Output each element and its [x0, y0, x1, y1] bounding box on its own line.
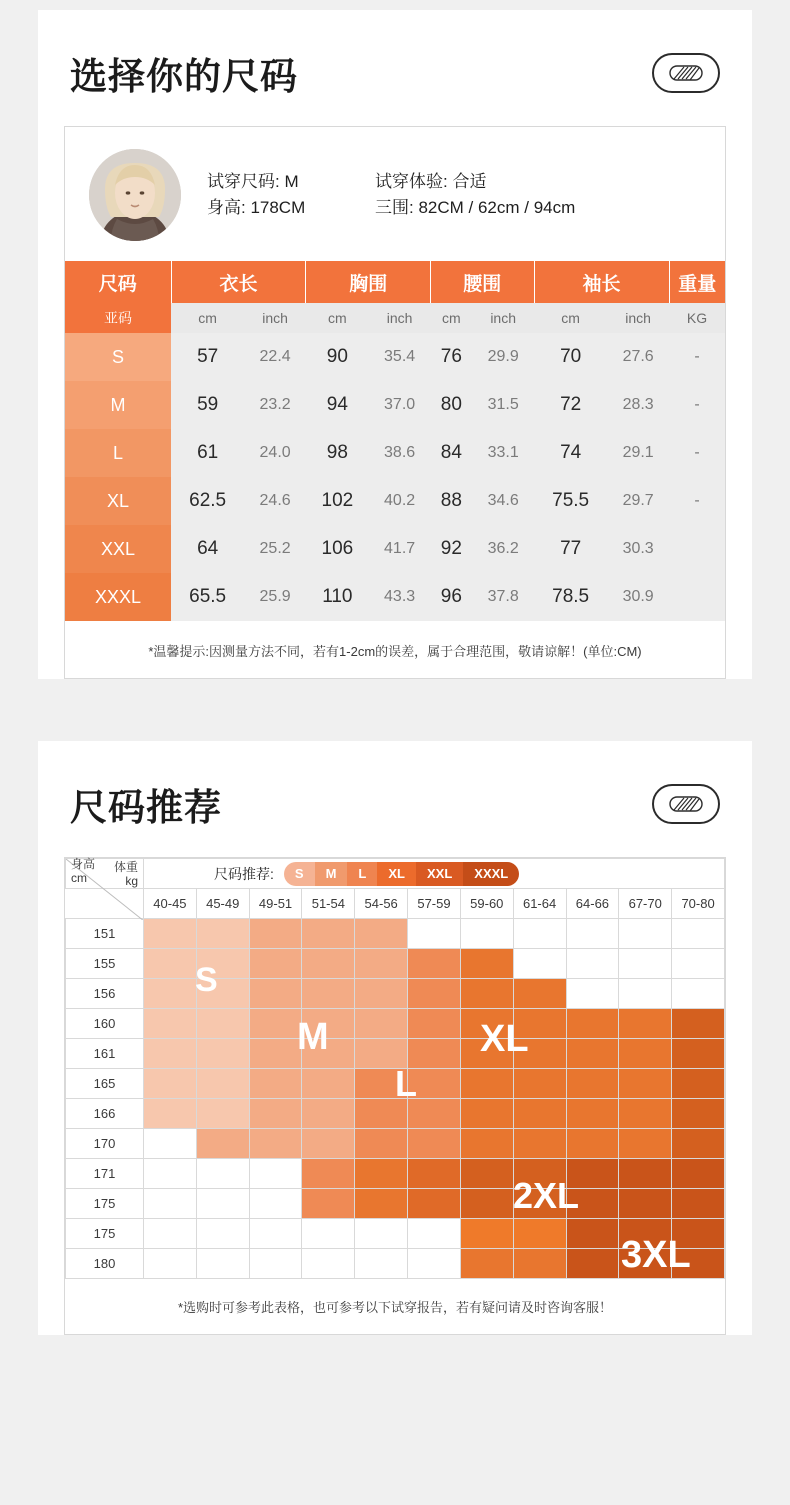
weight-column-header: 64-66 — [566, 889, 619, 919]
rec-cell — [355, 1099, 408, 1129]
rec-cell — [144, 1039, 197, 1069]
rec-cell — [408, 1249, 461, 1279]
rec-cell — [355, 1069, 408, 1099]
cell-inch: 31.5 — [472, 381, 534, 429]
page-title: 选择你的尺码 — [70, 56, 298, 97]
rec-cell — [619, 1159, 672, 1189]
subheader-unit: inch — [472, 303, 534, 333]
rec-cell — [144, 1189, 197, 1219]
rec-row — [66, 1099, 725, 1129]
rec-cell — [619, 1189, 672, 1219]
rec-cell — [513, 1069, 566, 1099]
rec-cell — [355, 1129, 408, 1159]
cell-cm: 72 — [534, 381, 607, 429]
cell-weight — [669, 525, 725, 573]
rec-cell — [249, 1129, 302, 1159]
cell-inch: 27.6 — [607, 333, 669, 381]
rec-cell — [196, 1099, 249, 1129]
rec-title: 尺码推荐 — [70, 787, 222, 828]
weight-column-header: 45-49 — [196, 889, 249, 919]
rec-cell — [196, 1159, 249, 1189]
cell-inch: 30.3 — [607, 525, 669, 573]
rec-cell — [302, 1159, 355, 1189]
rec-cell — [196, 1249, 249, 1279]
try-feel-label: 试穿体验: 合适 — [375, 171, 487, 191]
rec-cell — [619, 979, 672, 1009]
rec-cell — [249, 1159, 302, 1189]
cell-cm: 59 — [171, 381, 244, 429]
subheader-unit: cm — [171, 303, 244, 333]
cell-inch: 38.6 — [369, 429, 431, 477]
rec-overlay-letter: XL — [480, 1018, 529, 1060]
rec-cell — [513, 1039, 566, 1069]
subheader-unit: inch — [607, 303, 669, 333]
header-length: 衣长 — [171, 261, 306, 303]
cell-cm: 110 — [306, 573, 369, 621]
rec-legend-row — [66, 859, 725, 889]
rec-cell — [513, 1189, 566, 1219]
cell-inch: 24.6 — [244, 477, 306, 525]
weight-column-header: 57-59 — [408, 889, 461, 919]
rec-cell — [302, 1129, 355, 1159]
cell-cm: 77 — [534, 525, 607, 573]
model-measures-label: 三围: 82CM / 62cm / 94cm — [375, 198, 576, 217]
height-row-label: 175 — [66, 1189, 144, 1219]
rec-cell — [302, 979, 355, 1009]
rec-cell — [408, 919, 461, 949]
rec-row — [66, 1189, 725, 1219]
rec-cell — [566, 1009, 619, 1039]
rec-cell — [196, 1219, 249, 1249]
rec-cell — [355, 1219, 408, 1249]
rec-cell — [144, 1249, 197, 1279]
size-recommendation-card — [38, 741, 752, 1335]
rec-cell — [355, 1009, 408, 1039]
cell-cm: 96 — [430, 573, 472, 621]
cell-cm: 62.5 — [171, 477, 244, 525]
cell-inch: 43.3 — [369, 573, 431, 621]
rec-cell — [672, 1189, 725, 1219]
cell-inch: 25.2 — [244, 525, 306, 573]
header-sleeve: 袖长 — [534, 261, 669, 303]
legend-item-S: S — [284, 862, 315, 886]
rec-cell — [408, 1159, 461, 1189]
table-row — [65, 333, 725, 381]
table-subheader-row — [65, 303, 725, 333]
rec-overlay-letter: L — [395, 1063, 417, 1104]
rec-cell — [302, 1009, 355, 1039]
rec-cell — [513, 1219, 566, 1249]
rec-cell — [302, 1249, 355, 1279]
rec-cell — [196, 1189, 249, 1219]
rec-cell — [460, 949, 513, 979]
height-row-label: 151 — [66, 919, 144, 949]
legend-label: 尺码推荐: — [214, 865, 274, 882]
model-height-label: 身高: 178CM — [207, 198, 306, 217]
rec-note: *选购时可参考此表格，也可参考以下试穿报告，若有疑问请及时咨询客服！ — [177, 1300, 613, 1315]
rec-cell — [619, 1039, 672, 1069]
rec-row — [66, 1039, 725, 1069]
rec-cell — [408, 979, 461, 1009]
table-row — [65, 429, 725, 477]
cell-weight: - — [669, 381, 725, 429]
rec-row — [66, 1159, 725, 1189]
table-row — [65, 573, 725, 621]
rec-cell — [566, 1069, 619, 1099]
height-row-label: 171 — [66, 1159, 144, 1189]
recommendation-grid-wrap — [65, 858, 725, 1279]
subheader-unit: cm — [430, 303, 472, 333]
rec-cell — [249, 1009, 302, 1039]
rec-row — [66, 1009, 725, 1039]
ruler-badge-icon-2 — [652, 784, 720, 824]
rec-overlay-letter: 2XL — [513, 1175, 580, 1216]
rec-cell — [672, 1099, 725, 1129]
avatar — [89, 149, 181, 241]
rec-cell — [566, 1249, 619, 1279]
axis-corner — [66, 859, 144, 889]
rec-cell — [566, 919, 619, 949]
rec-cell — [619, 949, 672, 979]
cell-inch: 29.7 — [607, 477, 669, 525]
rec-overlay-letter: S — [195, 961, 218, 999]
cell-cm: 70 — [534, 333, 607, 381]
header-weight: 重量 — [669, 261, 725, 303]
rec-cell — [513, 1249, 566, 1279]
cell-inch: 41.7 — [369, 525, 431, 573]
height-row-label: 180 — [66, 1249, 144, 1279]
rec-row — [66, 919, 725, 949]
rec-cell — [355, 1189, 408, 1219]
rec-cell — [408, 1039, 461, 1069]
size-label: S — [65, 333, 171, 381]
rec-cell — [566, 1099, 619, 1129]
cell-inch: 30.9 — [607, 573, 669, 621]
section-header-rec — [38, 741, 752, 857]
rec-cell — [619, 1099, 672, 1129]
cell-inch: 25.9 — [244, 573, 306, 621]
table-row — [65, 381, 725, 429]
rec-cell — [513, 919, 566, 949]
rec-cell — [144, 1099, 197, 1129]
rec-cell — [619, 1249, 672, 1279]
rec-cell — [196, 1009, 249, 1039]
cell-inch: 37.0 — [369, 381, 431, 429]
rec-cell — [672, 949, 725, 979]
ruler-badge-icon — [652, 53, 720, 93]
cell-cm: 65.5 — [171, 573, 244, 621]
rec-cell — [144, 1159, 197, 1189]
header-waist: 腰围 — [430, 261, 534, 303]
rec-cell — [566, 949, 619, 979]
rec-cell — [672, 1219, 725, 1249]
cell-weight — [669, 573, 725, 621]
cell-inch: 24.0 — [244, 429, 306, 477]
weight-column-header: 67-70 — [619, 889, 672, 919]
subheader-asian-size: 亚码 — [65, 303, 171, 333]
weight-column-header: 59-60 — [460, 889, 513, 919]
model-details — [207, 169, 575, 222]
rec-cell — [460, 1159, 513, 1189]
cell-inch: 37.8 — [472, 573, 534, 621]
rec-cell — [566, 1189, 619, 1219]
rec-cell — [566, 1039, 619, 1069]
rec-cell — [408, 949, 461, 979]
height-row-label: 156 — [66, 979, 144, 1009]
size-note: *温馨提示:因测量方法不同，若有1-2cm的误差，属于合理范围，敬请谅解！(单位:CM) — [148, 644, 642, 659]
weight-column-header: 61-64 — [513, 889, 566, 919]
rec-cell — [408, 1129, 461, 1159]
rec-row — [66, 949, 725, 979]
axis-height-unit: cm — [71, 871, 87, 886]
rec-cell — [460, 1009, 513, 1039]
cell-inch: 29.1 — [607, 429, 669, 477]
rec-cell — [513, 1099, 566, 1129]
cell-cm: 74 — [534, 429, 607, 477]
cell-inch: 36.2 — [472, 525, 534, 573]
rec-row — [66, 1249, 725, 1279]
rec-cell — [460, 1189, 513, 1219]
rec-cell — [513, 979, 566, 1009]
rec-cell — [249, 1069, 302, 1099]
rec-cell — [196, 1069, 249, 1099]
rec-cell — [144, 949, 197, 979]
rec-cell — [302, 1099, 355, 1129]
rec-cell — [249, 1189, 302, 1219]
size-label: XL — [65, 477, 171, 525]
cell-cm: 76 — [430, 333, 472, 381]
rec-cell — [196, 979, 249, 1009]
cell-cm: 88 — [430, 477, 472, 525]
rec-cell — [460, 1219, 513, 1249]
rec-cell — [460, 1129, 513, 1159]
rec-cell — [513, 1009, 566, 1039]
subheader-unit: cm — [306, 303, 369, 333]
cell-cm: 92 — [430, 525, 472, 573]
rec-cell — [672, 1159, 725, 1189]
rec-cell — [249, 979, 302, 1009]
cell-weight: - — [669, 333, 725, 381]
size-label: XXL — [65, 525, 171, 573]
height-row-label: 160 — [66, 1009, 144, 1039]
legend — [144, 859, 725, 889]
rec-cell — [460, 1099, 513, 1129]
rec-cell — [460, 1249, 513, 1279]
cell-weight: - — [669, 477, 725, 525]
legend-item-XXL: XXL — [416, 862, 463, 886]
rec-cell — [355, 979, 408, 1009]
rec-cell — [619, 1219, 672, 1249]
cell-cm: 94 — [306, 381, 369, 429]
rec-cell — [513, 1159, 566, 1189]
cell-cm: 78.5 — [534, 573, 607, 621]
cell-cm: 61 — [171, 429, 244, 477]
cell-cm: 98 — [306, 429, 369, 477]
rec-cell — [144, 1009, 197, 1039]
size-table — [65, 261, 725, 621]
rec-cell — [355, 1039, 408, 1069]
cell-inch: 23.2 — [244, 381, 306, 429]
size-label: XXXL — [65, 573, 171, 621]
rec-cell — [460, 919, 513, 949]
rec-cell — [355, 949, 408, 979]
subheader-unit: inch — [369, 303, 431, 333]
model-info-row — [65, 127, 725, 261]
cell-weight: - — [669, 429, 725, 477]
table-header-row — [65, 261, 725, 303]
size-label: L — [65, 429, 171, 477]
header-bust: 胸围 — [306, 261, 430, 303]
rec-cell — [408, 1189, 461, 1219]
cell-cm: 64 — [171, 525, 244, 573]
legend-item-XXXL: XXXL — [463, 862, 519, 886]
rec-cell — [355, 919, 408, 949]
section-header-size — [38, 10, 752, 126]
rec-row — [66, 1069, 725, 1099]
rec-cell — [196, 949, 249, 979]
cell-inch: 34.6 — [472, 477, 534, 525]
rec-cell — [355, 1159, 408, 1189]
rec-overlay-letter: 3XL — [621, 1234, 691, 1276]
rec-cell — [408, 1069, 461, 1099]
rec-cell — [249, 1249, 302, 1279]
cell-cm: 75.5 — [534, 477, 607, 525]
rec-cell — [302, 919, 355, 949]
rec-cell — [672, 1039, 725, 1069]
height-row-label: 166 — [66, 1099, 144, 1129]
rec-cell — [355, 1249, 408, 1279]
legend-item-XL: XL — [377, 862, 416, 886]
cell-inch: 29.9 — [472, 333, 534, 381]
height-row-label: 165 — [66, 1069, 144, 1099]
rec-cell — [196, 1039, 249, 1069]
rec-cell — [249, 949, 302, 979]
rec-cell — [302, 1039, 355, 1069]
rec-cell — [249, 1039, 302, 1069]
cell-inch: 28.3 — [607, 381, 669, 429]
legend-item-L: L — [347, 862, 377, 886]
size-chart-card — [38, 10, 752, 679]
rec-cell — [619, 919, 672, 949]
table-row — [65, 477, 725, 525]
weight-column-header: 40-45 — [144, 889, 197, 919]
recommendation-box — [64, 857, 726, 1335]
rec-cell — [144, 1129, 197, 1159]
rec-cell — [672, 1069, 725, 1099]
axis-weight-label: 体重 — [113, 860, 138, 874]
rec-cell — [672, 1249, 725, 1279]
rec-cell — [460, 1069, 513, 1099]
rec-row — [66, 1219, 725, 1249]
rec-row — [66, 1129, 725, 1159]
try-size-label: 试穿尺码: M — [207, 171, 299, 191]
rec-cell — [408, 1099, 461, 1129]
rec-cell — [302, 949, 355, 979]
rec-cell — [302, 1189, 355, 1219]
rec-cell — [566, 1159, 619, 1189]
rec-cell — [672, 1009, 725, 1039]
rec-row — [66, 979, 725, 1009]
height-row-label: 161 — [66, 1039, 144, 1069]
header-size: 尺码 — [65, 261, 171, 303]
cell-cm: 102 — [306, 477, 369, 525]
rec-cell — [566, 979, 619, 1009]
rec-cell — [144, 979, 197, 1009]
weight-column-header: 70-80 — [672, 889, 725, 919]
height-row-label: 155 — [66, 949, 144, 979]
weight-column-header: 51-54 — [302, 889, 355, 919]
rec-cell — [302, 1219, 355, 1249]
table-row — [65, 525, 725, 573]
subheader-unit: cm — [534, 303, 607, 333]
rec-cell — [249, 1219, 302, 1249]
rec-overlay-letter: M — [297, 1016, 329, 1058]
cell-cm: 57 — [171, 333, 244, 381]
rec-cell — [513, 949, 566, 979]
rec-cell — [672, 1129, 725, 1159]
size-chart-box — [64, 126, 726, 679]
rec-cell — [249, 1099, 302, 1129]
rec-cell — [619, 1069, 672, 1099]
rec-cell — [460, 1039, 513, 1069]
rec-cell — [144, 919, 197, 949]
rec-cell — [566, 1219, 619, 1249]
axis-weight-unit: kg — [125, 873, 138, 888]
cell-cm: 106 — [306, 525, 369, 573]
rec-cell — [408, 1009, 461, 1039]
size-label: M — [65, 381, 171, 429]
height-row-label: 170 — [66, 1129, 144, 1159]
rec-cell — [619, 1129, 672, 1159]
rec-cell — [408, 1219, 461, 1249]
cell-inch: 35.4 — [369, 333, 431, 381]
rec-cell — [249, 919, 302, 949]
height-row-label: 175 — [66, 1219, 144, 1249]
weight-column-header: 54-56 — [355, 889, 408, 919]
recommendation-table — [65, 858, 725, 1279]
rec-cell — [619, 1009, 672, 1039]
subheader-unit: KG — [669, 303, 725, 333]
rec-cell — [566, 1129, 619, 1159]
cell-inch: 40.2 — [369, 477, 431, 525]
weight-column-header: 49-51 — [249, 889, 302, 919]
rec-cell — [672, 919, 725, 949]
rec-cell — [196, 1129, 249, 1159]
cell-cm: 80 — [430, 381, 472, 429]
axis-height-label: 身高 — [71, 857, 96, 872]
rec-cell — [302, 1069, 355, 1099]
weight-header-row — [66, 889, 725, 919]
cell-cm: 84 — [430, 429, 472, 477]
cell-inch: 22.4 — [244, 333, 306, 381]
rec-cell — [672, 979, 725, 1009]
rec-cell — [196, 919, 249, 949]
rec-cell — [460, 979, 513, 1009]
rec-cell — [513, 1129, 566, 1159]
rec-cell — [144, 1219, 197, 1249]
cell-cm: 90 — [306, 333, 369, 381]
subheader-unit: inch — [244, 303, 306, 333]
cell-inch: 33.1 — [472, 429, 534, 477]
legend-item-M: M — [315, 862, 348, 886]
rec-cell — [144, 1069, 197, 1099]
